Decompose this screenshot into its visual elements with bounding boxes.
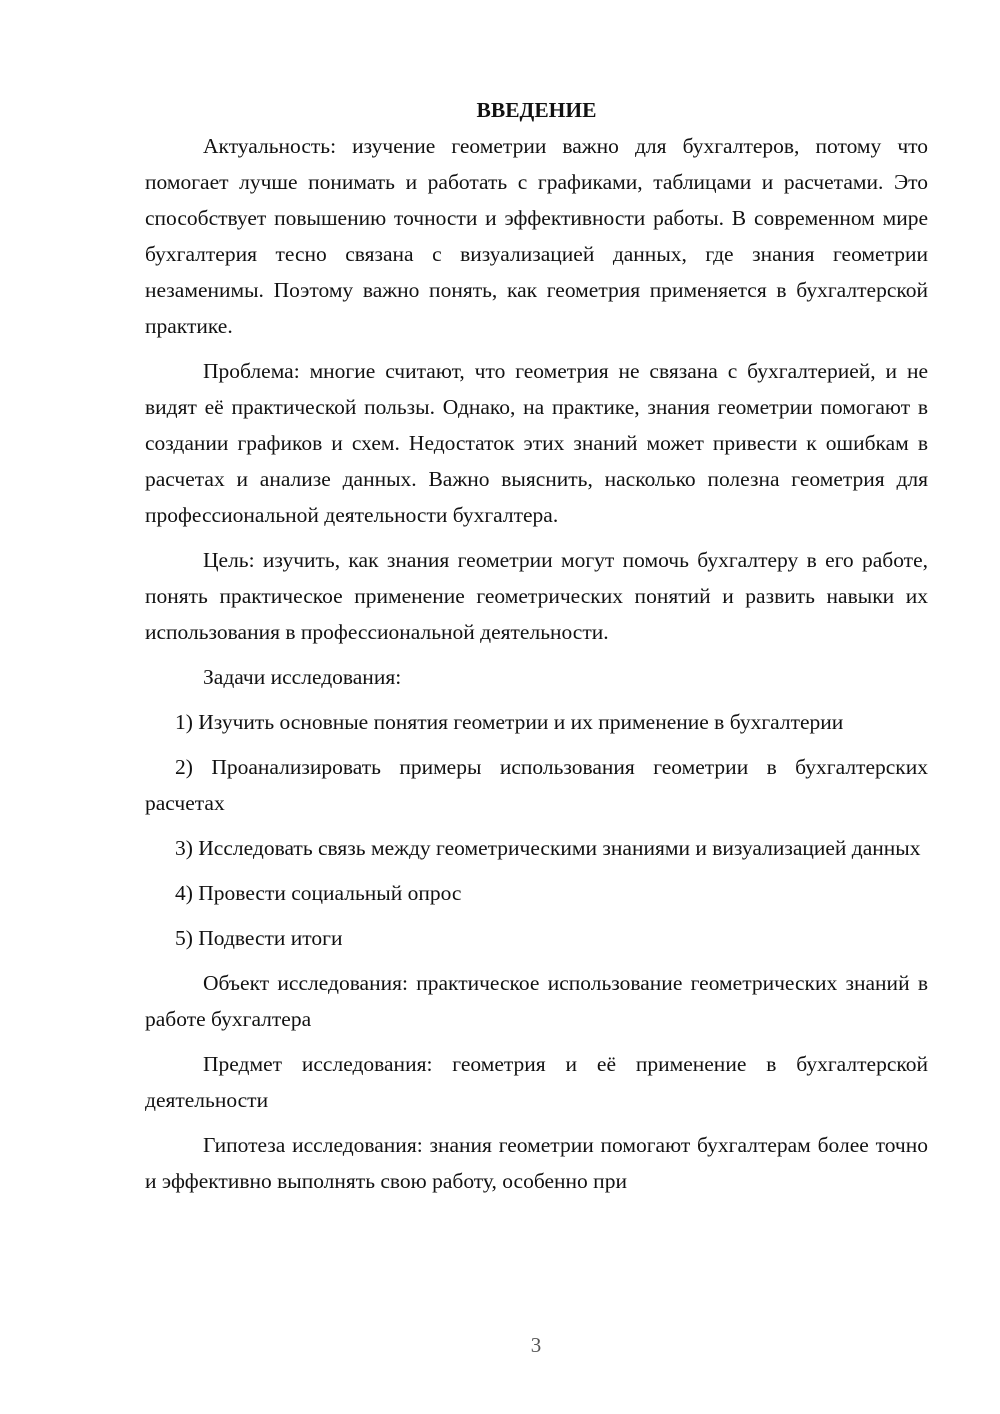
task-item: 2) Проанализировать примеры использования геометрии в бухгалтерских расчетах (145, 755, 928, 815)
page-number: 3 (530, 1333, 542, 1357)
page-title: ВВЕДЕНИЕ (476, 98, 597, 122)
paragraph-tasks-heading: Задачи исследования: (203, 665, 402, 689)
paragraph-object: Объект исследования: практическое использование геометрических знаний в работе бухгалтера (145, 971, 928, 1031)
task-item: 4) Провести социальный опрос (175, 881, 462, 905)
paragraph-problem: Проблема: многие считают, что геометрия не связана с бухгалтерией, и не видят её практической пользы. Однако, на практике, знания геометрии помогают в создании графиков и схем. Недостаток этих знаний может привести к ошибкам в расчетах и анализе данных. Важно выяснить, насколько полезна геометрия для профессиональной деятельности бухгалтера. (145, 359, 928, 527)
task-item: 5) Подвести итоги (175, 926, 343, 950)
document-page (145, 92, 928, 1199)
paragraph-goal: Цель: изучить, как знания геометрии могут помочь бухгалтеру в его работе, понять практическое применение геометрических понятий и развить навыки их использования в профессиональной деятельности. (145, 548, 928, 644)
paragraph-relevance: Актуальность: изучение геометрии важно для бухгалтеров, потому что помогает лучше понимать и работать с графиками, таблицами и расчетами. Это способствует повышению точности и эффективности работы. В современном мире бухгалтерия тесно связана с визуализацией данных, где знания геометрии незаменимы. Поэтому важно понять, как геометрия применяется в бухгалтерской практике. (145, 134, 928, 338)
task-item: 1) Изучить основные понятия геометрии и их применение в бухгалтерии (175, 710, 844, 734)
paragraph-subject: Предмет исследования: геометрия и её применение в бухгалтерской деятельности (145, 1052, 928, 1112)
task-item: 3) Исследовать связь между геометрическими знаниями и визуализацией данных (175, 836, 921, 860)
paragraph-hypothesis: Гипотеза исследования: знания геометрии помогают бухгалтерам более точно и эффективно выполнять свою работу, особенно при (145, 1133, 928, 1193)
